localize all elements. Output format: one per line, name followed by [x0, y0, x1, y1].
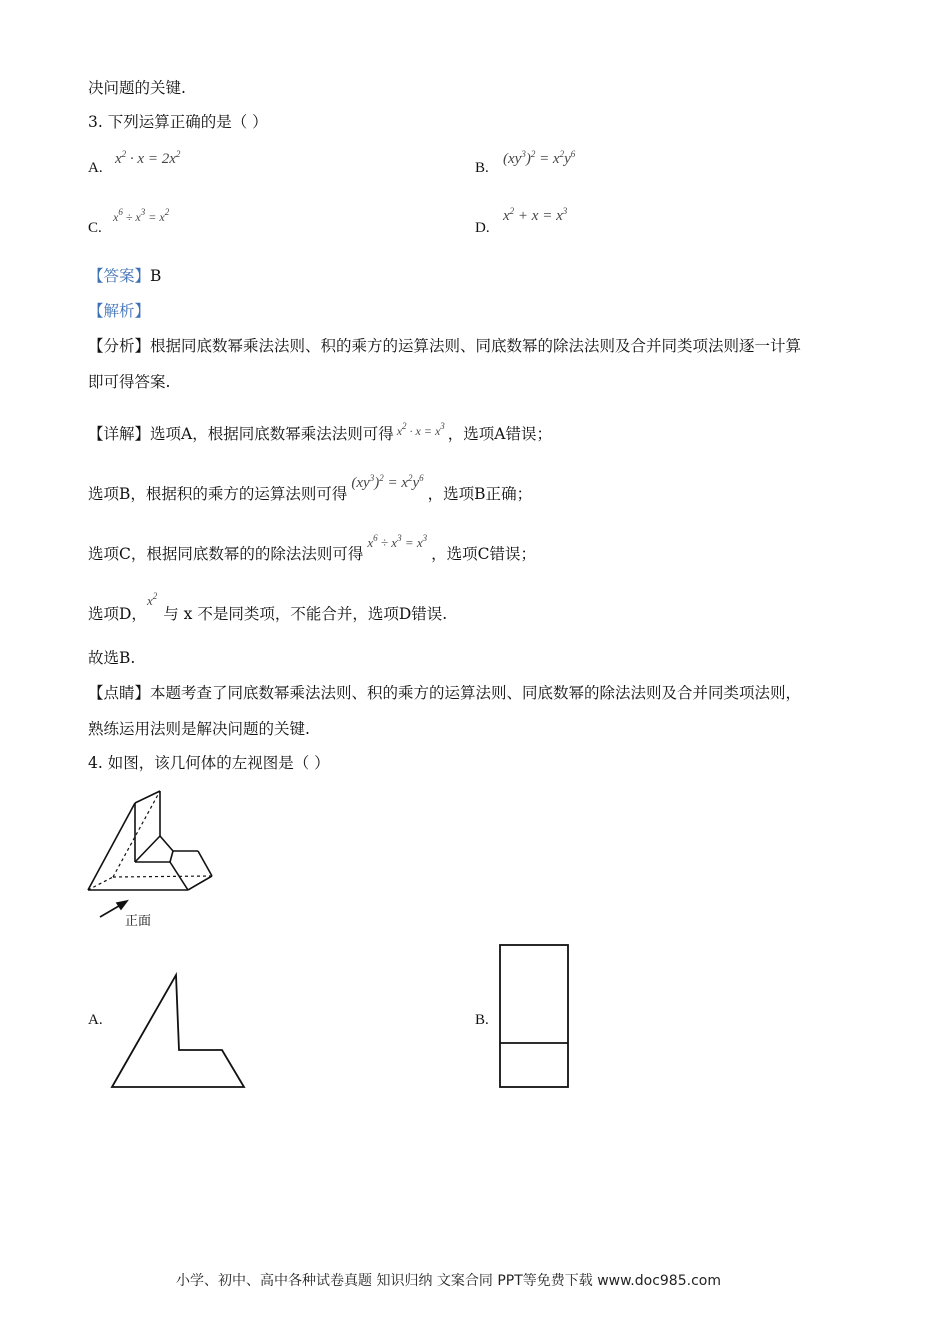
detail-tag: 【详解】 — [88, 425, 151, 443]
q3-option-c-label: C. — [88, 220, 102, 236]
detail-a-expr: x2 · x = x3 — [396, 421, 445, 438]
detail-d-expr: x2 — [146, 591, 158, 608]
dianjing-tag: 【点睛】 — [88, 684, 151, 702]
detail-b-post: ，选项B正确； — [427, 485, 533, 503]
answer-tag: 【答案】 — [88, 267, 151, 285]
detail-a-post: ，选项A错误； — [447, 425, 552, 443]
lead-line: 决问题的关键. — [88, 79, 186, 97]
front-label: 正面 — [125, 914, 152, 929]
q4-option-a-label: A. — [88, 1012, 103, 1028]
page-footer: 小学、初中、高中各种试卷真题 知识归纳 文案合同 PPT等免费下载 www.doc985.com — [176, 1273, 721, 1289]
dianjing-text-2: 熟练运用法则是解决问题的关键. — [88, 720, 310, 738]
q4-option-b-label: B. — [475, 1012, 489, 1028]
q3-option-c-expr: $x^6 \div x^3 = x^2$ — [113, 207, 170, 224]
detail-c-post: ，选项C错误； — [431, 545, 536, 563]
detail-c-pre: 选项C，根据同底数幂的的除法法则可得 — [88, 545, 364, 563]
detail-b-pre: 选项B，根据积的乘方的运算法则可得 — [88, 485, 348, 503]
q3-option-b-label: B. — [475, 160, 489, 176]
detail-d-post: 与 x 不是同类项，不能合并，选项D错误. — [163, 605, 448, 623]
analysis-tag: 【解析】 — [88, 302, 151, 320]
detail-c-expr: x6 ÷ x3 = x3 — [367, 533, 428, 550]
q3-option-a-label: A. — [88, 160, 103, 176]
conclusion: 故选B. — [88, 649, 136, 667]
detail-b-expr: $(xy^3)^2 = x^2y^6$ — [351, 473, 424, 491]
detail-a-pre: 选项A，根据同底数幂乘法法则可得 — [150, 425, 394, 443]
q3-option-b-expr: $(xy^3)^2 = x^2y^6$ — [503, 149, 576, 167]
answer-value: B — [150, 267, 162, 285]
q4-stem: 4. 如图，该几何体的左视图是（ ） — [88, 754, 330, 772]
fenxi-text-1: 根据同底数幂乘法法则、积的乘方的运算法则、同底数幂的除法法则及合并同类项法则逐一计算 — [150, 337, 802, 355]
detail-d-pre: 选项D， — [88, 605, 147, 623]
fenxi-text-2: 即可得答案. — [88, 373, 171, 391]
dianjing-text-1: 本题考查了同底数幂乘法法则、积的乘方的运算法则、同底数幂的除法法则及合并同类项法则， — [150, 684, 802, 702]
q3-stem: 3. 下列运算正确的是（ ） — [88, 113, 268, 131]
fenxi-tag: 【分析】 — [88, 337, 151, 355]
q3-option-a-expr: $x^2 \cdot x = 2x^2$ — [115, 149, 181, 167]
q3-option-d-label: D. — [475, 220, 490, 236]
q3-option-d-expr: $x^2 + x = x^3$ — [503, 206, 568, 224]
